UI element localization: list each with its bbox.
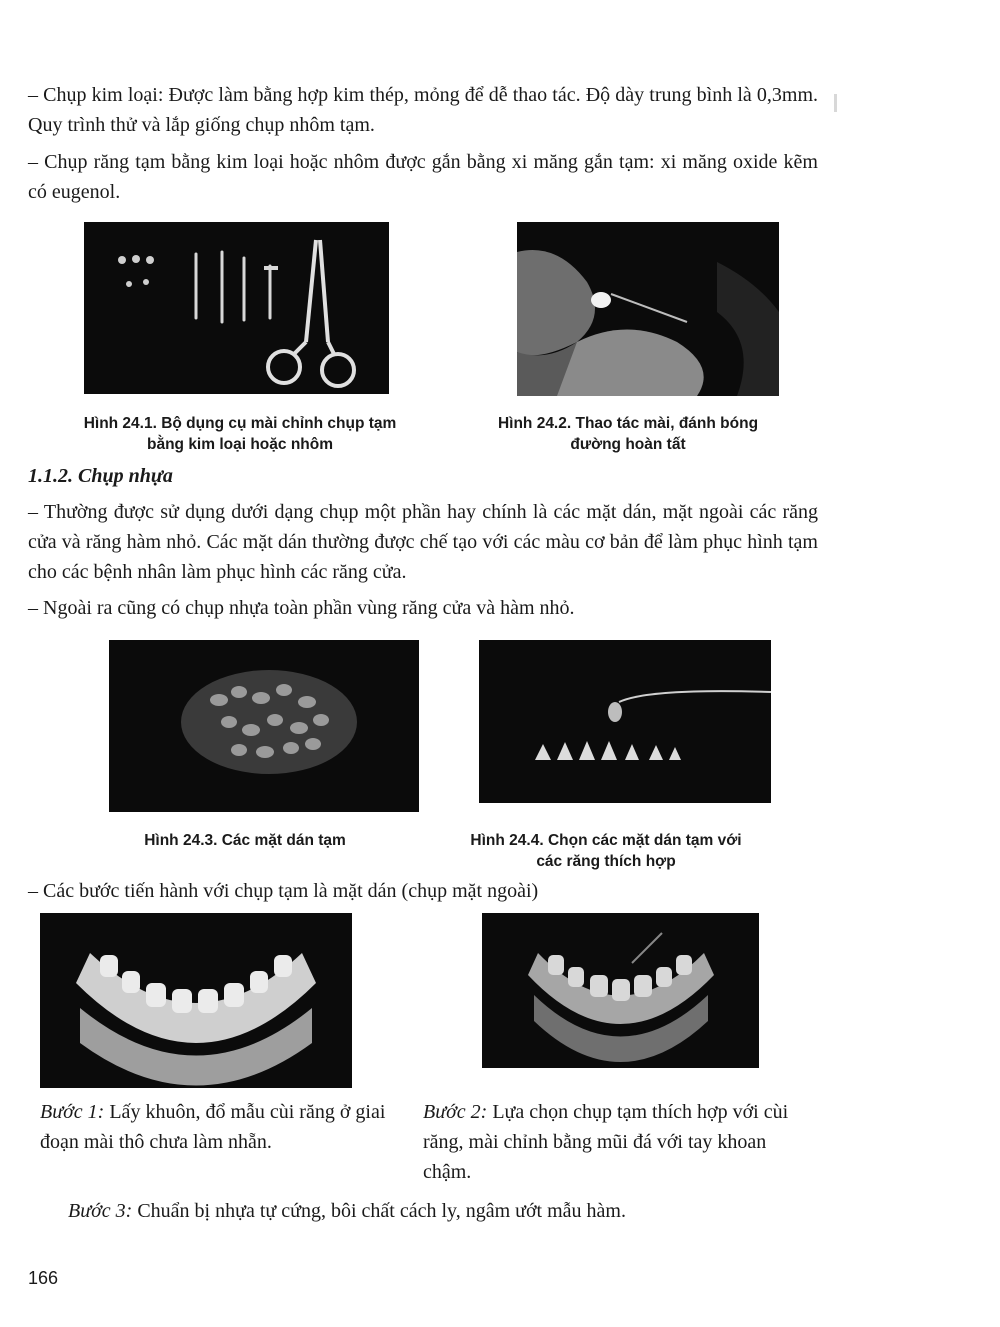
step-3-description: Chuẩn bị nhựa tự cứng, bôi chất cách ly, ngâm ướt mẫu hàm. [132, 1200, 626, 1222]
figure-24-1-photo [84, 222, 389, 394]
caption-line: Hình 24.2. Thao tác mài, đánh bóng [497, 415, 759, 432]
page-number: 166 [28, 1268, 59, 1288]
figure-24-4-photo [479, 640, 771, 803]
paragraph-metal-crown: – Chụp kim loại: Được làm bằng hợp kim thép, mỏng để dễ thao tác. Độ dày trung bình là 0,3mm. Quy trình thử và lắp giống chụp nhôm tạm. [28, 84, 818, 136]
figure-24-1-caption [30, 413, 450, 455]
step-1-label: Bước 1: [40, 1101, 105, 1123]
caption-line: đường hoàn tất [570, 436, 686, 453]
caption-line: Hình 24.4. Chọn các mặt dán tạm với [470, 832, 742, 849]
figure-24-2-photo [517, 222, 779, 396]
step-2-photo [482, 913, 759, 1068]
caption-line: các răng thích hợp [536, 853, 676, 870]
paragraph-full-crown: – Ngoài ra cũng có chụp nhựa toàn phần vùng răng cửa và hàm nhỏ. [28, 597, 575, 619]
figure-24-2-caption [470, 413, 786, 455]
paragraph-veneers: – Thường được sử dụng dưới dạng chụp một phần hay chính là các mặt dán, mặt ngoài các răng cửa và răng hàm nhỏ. Các mặt dán thường được chế tạo với các màu cơ bản để làm phục hình tạm cho các bệnh nhân làm phục hình các răng cửa. [28, 501, 818, 583]
step-2-description: Lựa chọn chụp tạm thích hợp với cùi răng, mài chỉnh bằng mũi đá với tay khoan chậm. [423, 1101, 789, 1183]
paragraph-cement: – Chụp răng tạm bằng kim loại hoặc nhôm được gắn bằng xi măng gắn tạm: xi măng oxide kẽm có eugenol. [28, 151, 818, 203]
step-1-description: Lấy khuôn, đổ mẫu cùi răng ở giai đoạn mài thô chưa làm nhẵn. [40, 1101, 386, 1153]
paragraph-steps-intro: – Các bước tiến hành với chụp tạm là mặt dán (chụp mặt ngoài) [28, 880, 539, 902]
step-1-photo [40, 913, 352, 1088]
caption-line: Hình 24.3. Các mặt dán tạm [144, 832, 346, 849]
caption-line: Hình 24.1. Bộ dụng cụ mài chỉnh chụp tạm [83, 415, 397, 432]
step-3-text [68, 1196, 828, 1226]
figure-24-4-caption [446, 830, 766, 872]
caption-line: bằng kim loại hoặc nhôm [146, 436, 334, 453]
margin-mark [834, 94, 837, 112]
section-heading: 1.1.2. Chụp nhựa [28, 465, 173, 487]
step-1-text [40, 1097, 410, 1157]
step-2-text [423, 1097, 813, 1187]
step-2-label: Bước 2: [423, 1101, 488, 1123]
figure-24-3-photo [109, 640, 419, 812]
step-3-label: Bước 3: [68, 1200, 133, 1222]
figure-24-3-caption [100, 830, 390, 851]
